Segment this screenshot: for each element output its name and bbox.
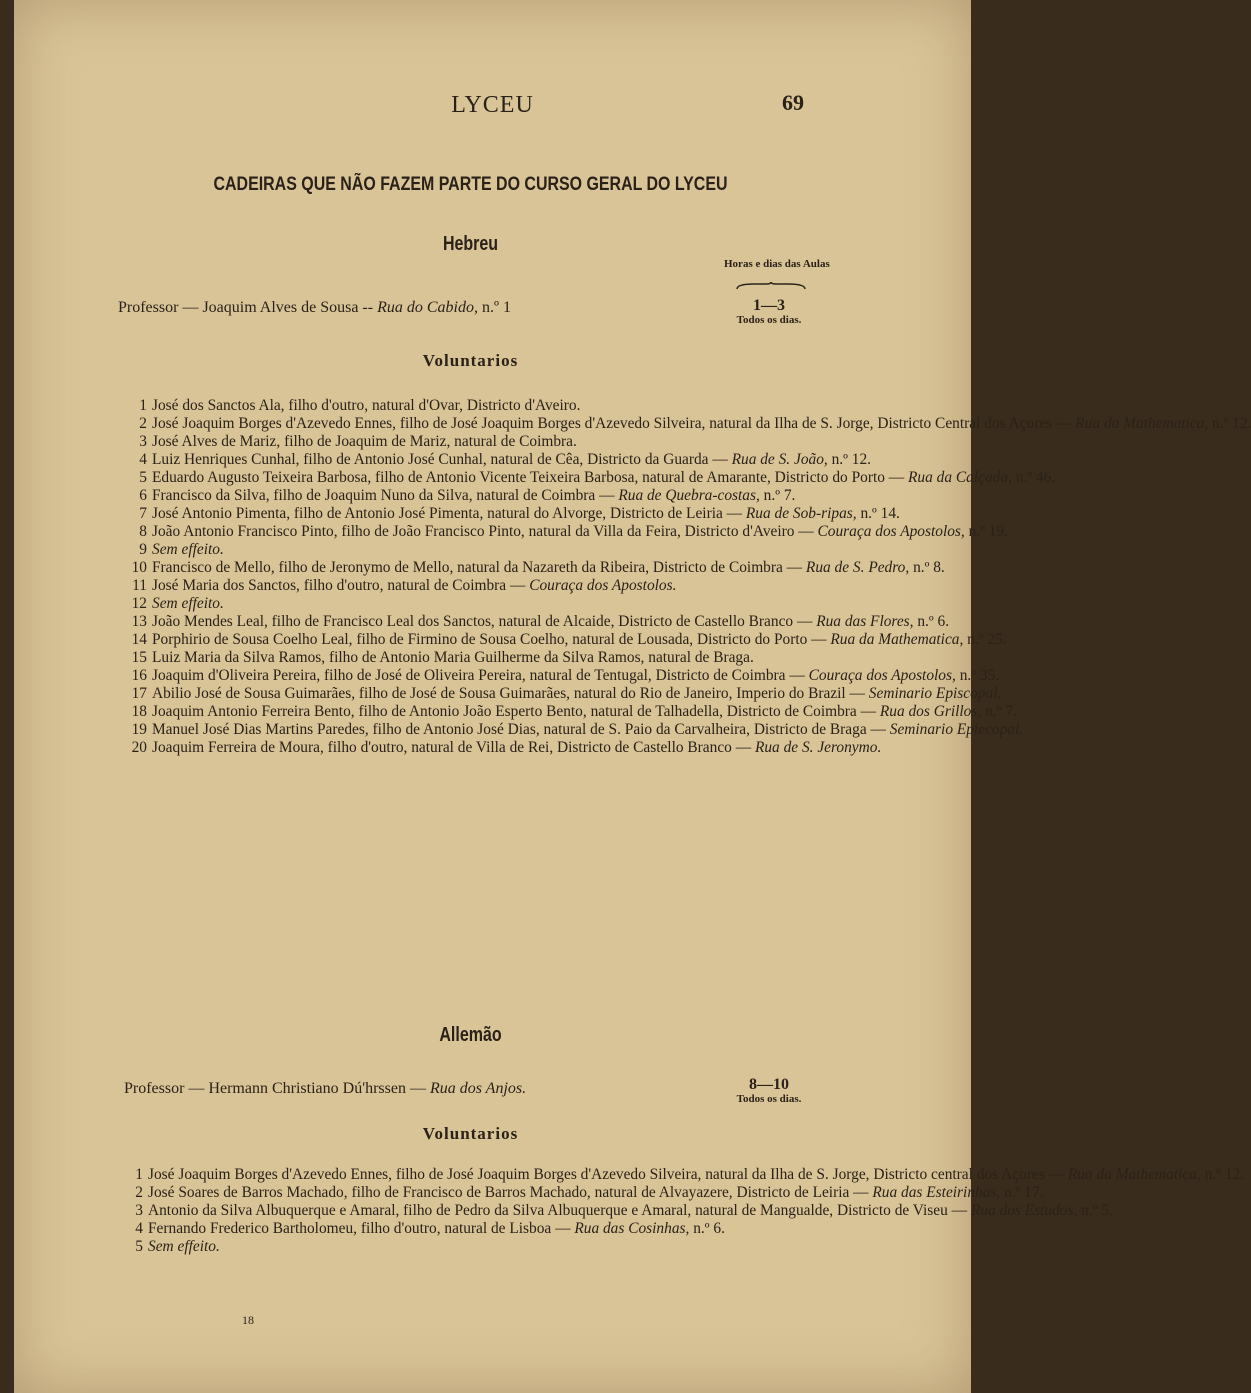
- entry-number: 6: [139, 487, 147, 504]
- entry-number: 14: [131, 631, 147, 648]
- entry-description: Luiz Henriques Cunhal, filho de Antonio José Cunhal, natural de Cêa, Districto da Guarda —: [152, 451, 732, 468]
- entry-number: 20: [131, 739, 147, 756]
- days-value: Todos os dias.: [736, 1093, 802, 1105]
- list-item: [114, 577, 826, 595]
- entry-description: José dos Sanctos Ala, filho d'outro, natural d'Ovar, Districto d'Aveiro.: [152, 397, 581, 414]
- entry-street: Rua dos Grillos,: [879, 703, 982, 720]
- entry-description: José Antonio Pimenta, filho de Antonio José Pimenta, natural do Alvorge, Districto de Leiria —: [152, 505, 746, 522]
- entry-number: 11: [132, 577, 147, 594]
- professor-street: Rua dos Anjos.: [429, 1080, 527, 1097]
- student-list-hebreu: [114, 397, 1251, 757]
- entry-number-suffix: n.º 7.: [981, 703, 1017, 720]
- voluntarios-heading-hebreu: Voluntarios: [422, 351, 519, 370]
- entry-number-suffix: n.º 12.: [1208, 415, 1251, 432]
- list-item: [110, 1220, 826, 1238]
- list-item: [114, 667, 1000, 685]
- list-item: [114, 631, 1007, 649]
- entry-text: [152, 541, 826, 559]
- entry-street: Couraça dos Apostolos,: [817, 523, 965, 540]
- section-heading-hebreu: Hebreu: [442, 233, 499, 255]
- entry-street: Seminario Episcopal.: [868, 685, 1002, 702]
- binding-edge: [0, 0, 14, 1393]
- entry-description: José Joaquim Borges d'Azevedo Ennes, filho de José Joaquim Borges d'Azevedo Silveira, natural da Ilha de S. Jorge, Districto Central dos Açores —: [152, 415, 1076, 432]
- list-item: [114, 487, 826, 505]
- entry-number-suffix: n.º 5.: [1077, 1202, 1113, 1219]
- entry-street: Rua da Calçada,: [908, 469, 1012, 486]
- entry-street: Seminario Epiecopal.: [889, 721, 1024, 738]
- entry-number: 1: [135, 1166, 143, 1183]
- entry-street: Couraça dos Apostolos.: [529, 577, 677, 594]
- entry-text: [152, 505, 900, 523]
- entry-description: Eduardo Augusto Teixeira Barbosa, filho de Antonio Vicente Teixeira Barbosa, natural de Amarante, Districto do Porto —: [152, 469, 909, 486]
- hours-value: 1—3: [753, 297, 785, 314]
- entry-number-suffix: n.º 19.: [964, 523, 1009, 540]
- entry-text: [152, 631, 1007, 649]
- entry-street: Rua da Mathematica,: [1067, 1166, 1201, 1183]
- entry-description: Antonio da Silva Albuquerque e Amaral, filho de Pedro da Silva Albuquerque e Amaral, natural de Mangualde, Districto de Viseu —: [148, 1202, 971, 1219]
- entry-street: Couraça dos Apostolos,: [808, 667, 956, 684]
- entry-text: [152, 649, 826, 667]
- entry-number: 8: [139, 523, 147, 540]
- entry-number-suffix: n.º 14.: [856, 505, 900, 522]
- entry-street: Rua de Quebra-costas,: [618, 487, 760, 504]
- entry-description: José Joaquim Borges d'Azevedo Ennes, filho de José Joaquim Borges d'Azevedo Silveira, natural da Ilha de S. Jorge, Districto central dos Açores —: [148, 1166, 1068, 1183]
- entry-description: José Soares de Barros Machado, filho de Francisco de Barros Machado, natural de Alvayazere, Districto de Leiria —: [148, 1184, 873, 1201]
- entry-street: Rua de Sob-ripas,: [745, 505, 857, 522]
- entry-street: Rua das Cosinhas,: [574, 1220, 690, 1237]
- voluntarios-heading-allemao: Voluntarios: [422, 1124, 519, 1143]
- entry-number-suffix: n.º 8.: [909, 559, 945, 576]
- entry-description: Joaquim Antonio Ferreira Bento, filho de Antonio João Esperto Bento, natural de Talhadella, Districto de Coimbra —: [152, 703, 880, 720]
- hours-allemao: [724, 1076, 814, 1105]
- entry-number-suffix: n.º 7.: [759, 487, 796, 504]
- entry-text: [152, 613, 949, 631]
- entry-street: Sem effeito.: [148, 1238, 220, 1255]
- entry-text: [152, 397, 826, 415]
- entry-number: 7: [139, 505, 147, 522]
- entry-number: 16: [131, 667, 147, 684]
- entry-street: Sem effeito.: [152, 541, 224, 558]
- entry-text: [152, 469, 1055, 487]
- entry-description: Fernando Frederico Bartholomeu, filho d'outro, natural de Lisboa —: [148, 1220, 575, 1237]
- entry-text: [148, 1166, 1244, 1184]
- entry-text: [152, 685, 1001, 703]
- entry-street: Rua de S. Jeronymo.: [754, 739, 882, 756]
- entry-number: 4: [135, 1220, 143, 1237]
- entry-description: José Maria dos Sanctos, filho d'outro, natural de Coimbra —: [152, 577, 530, 594]
- entry-number: 4: [139, 451, 147, 468]
- entry-text: [152, 451, 871, 469]
- entry-text: [152, 703, 1017, 721]
- entry-text: [152, 559, 945, 577]
- entry-description: Joaquim Ferreira de Moura, filho d'outro, natural de Villa de Rei, Districto de Castello Branco —: [152, 739, 755, 756]
- entry-street: Sem effeito.: [152, 595, 224, 612]
- list-item: [110, 1238, 826, 1256]
- page-number: 69: [782, 90, 804, 115]
- hours-hebreu: [724, 297, 814, 326]
- list-item: [114, 721, 1024, 739]
- entry-number: 3: [139, 433, 147, 450]
- professor-name: Professor — Hermann Christiano Dú'hrssen —: [124, 1080, 430, 1097]
- section-heading-allemao: Allemão: [439, 1024, 502, 1046]
- running-title: LYCEU: [451, 92, 534, 118]
- entry-text: [152, 595, 826, 613]
- entry-number: 5: [139, 469, 147, 486]
- entry-number-suffix: n.º 17.: [1000, 1184, 1044, 1201]
- book-page: [14, 0, 1251, 1393]
- entry-text: [152, 487, 826, 505]
- entry-street: Rua de S. João,: [731, 451, 828, 468]
- entry-number: 2: [139, 415, 147, 432]
- entry-number-suffix: n.º 12.: [827, 451, 872, 468]
- entry-number-suffix: n.º 25.: [963, 631, 1007, 648]
- entry-text: [152, 721, 1023, 739]
- entry-number-suffix: n.º 6.: [689, 1220, 725, 1237]
- entry-number: 3: [135, 1202, 143, 1219]
- list-item: [114, 505, 900, 523]
- entry-description: João Mendes Leal, filho de Francisco Leal dos Sanctos, natural de Alcaide, Districto de Castello Branco —: [152, 613, 817, 630]
- professor-line-hebreu: [118, 299, 511, 317]
- professor-number: n.º 1: [477, 299, 511, 316]
- entry-number: 10: [131, 559, 147, 576]
- entry-number-suffix: n.º 35.: [955, 667, 1000, 684]
- main-title: CADEIRAS QUE NÃO FAZEM PARTE DO CURSO GERAL DO LYCEU: [213, 174, 728, 195]
- entry-description: José Alves de Mariz, filho de Joaquim de Mariz, natural de Coimbra.: [152, 433, 577, 450]
- entry-street: Rua dos Estudos,: [970, 1202, 1078, 1219]
- entry-description: Joaquim d'Oliveira Pereira, filho de José de Oliveira Pereira, natural de Tentugal, Districto de Coimbra —: [152, 667, 809, 684]
- list-item: [114, 433, 826, 451]
- list-item: [110, 1202, 1113, 1220]
- professor-street: Rua do Cabido,: [377, 299, 478, 316]
- entry-text: [152, 577, 826, 595]
- list-item: [114, 541, 826, 559]
- list-item: [114, 415, 1251, 433]
- entry-street: Rua das Esteirinhas,: [872, 1184, 1001, 1201]
- list-item: [114, 523, 1009, 541]
- list-item: [110, 1184, 1044, 1202]
- entry-text: [148, 1202, 1113, 1220]
- days-value: Todos os dias.: [736, 314, 802, 326]
- list-item: [114, 613, 950, 631]
- entry-text: [152, 433, 826, 451]
- professor-line-allemao: [124, 1080, 526, 1098]
- entry-text: [152, 667, 999, 685]
- entry-text: [148, 1238, 826, 1256]
- list-item: [114, 703, 1017, 721]
- entry-street: Rua de S. Pedro,: [805, 559, 910, 576]
- entry-street: Rua das Flores,: [816, 613, 914, 630]
- entry-number: 12: [131, 595, 147, 612]
- professor-name: Professor — Joaquim Alves de Sousa --: [118, 299, 378, 316]
- entry-street: Rua da Mathematica,: [1075, 415, 1209, 432]
- list-item: [110, 1166, 1245, 1184]
- entry-number: 2: [135, 1184, 143, 1201]
- entry-number: 19: [131, 721, 147, 738]
- entry-description: Luiz Maria da Silva Ramos, filho de Antonio Maria Guilherme da Silva Ramos, natural de Braga.: [152, 649, 754, 666]
- entry-number: 1: [139, 397, 147, 414]
- list-item: [114, 649, 826, 667]
- entry-description: Abilio José de Sousa Guimarães, filho de José de Sousa Guimarães, natural do Rio de Janeiro, Imperio do Brazil —: [152, 685, 869, 702]
- brace-icon: [736, 282, 806, 290]
- entry-number: 18: [131, 703, 147, 720]
- entry-text: [148, 1220, 826, 1238]
- hours-value: 8—10: [749, 1076, 789, 1093]
- entry-street: Rua da Mathematica,: [830, 631, 964, 648]
- entry-description: Francisco da Silva, filho de Joaquim Nuno da Silva, natural de Coimbra —: [152, 487, 619, 504]
- list-item: [114, 559, 945, 577]
- entry-description: Francisco de Mello, filho de Jeronymo de Mello, natural da Nazareth da Ribeira, Districto de Coimbra —: [152, 559, 806, 576]
- entry-number-suffix: n.º 46.: [1011, 469, 1056, 486]
- entry-number: 13: [131, 613, 147, 630]
- student-list-allemao: [110, 1166, 1245, 1256]
- entry-text: [152, 739, 881, 757]
- entry-description: Manuel José Dias Martins Paredes, filho de Antonio José Dias, natural de S. Paio da Carvalheira, Districto de Braga —: [152, 721, 890, 738]
- list-item: [114, 685, 1002, 703]
- entry-description: João Antonio Francisco Pinto, filho de João Francisco Pinto, natural da Villa da Feira, Districto d'Aveiro —: [152, 523, 818, 540]
- entry-number: 15: [131, 649, 147, 666]
- list-item: [114, 451, 872, 469]
- entry-description: Porphirio de Sousa Coelho Leal, filho de Firmino de Sousa Coelho, natural de Lousada, Districto do Porto —: [152, 631, 831, 648]
- list-item: [114, 469, 1056, 487]
- entry-number: 17: [131, 685, 147, 702]
- hours-column-header: Horas e dias das Aulas: [724, 258, 830, 270]
- entry-number: 9: [139, 541, 147, 558]
- entry-text: [148, 1184, 1044, 1202]
- entry-text: [152, 415, 1251, 433]
- entry-number-suffix: n.º 12.: [1200, 1166, 1245, 1183]
- list-item: [114, 595, 826, 613]
- list-item: [114, 397, 826, 415]
- signature-mark: 18: [242, 1313, 254, 1327]
- entry-text: [152, 523, 1008, 541]
- list-item: [114, 739, 882, 757]
- entry-number: 5: [135, 1238, 143, 1255]
- entry-number-suffix: n.º 6.: [913, 613, 950, 630]
